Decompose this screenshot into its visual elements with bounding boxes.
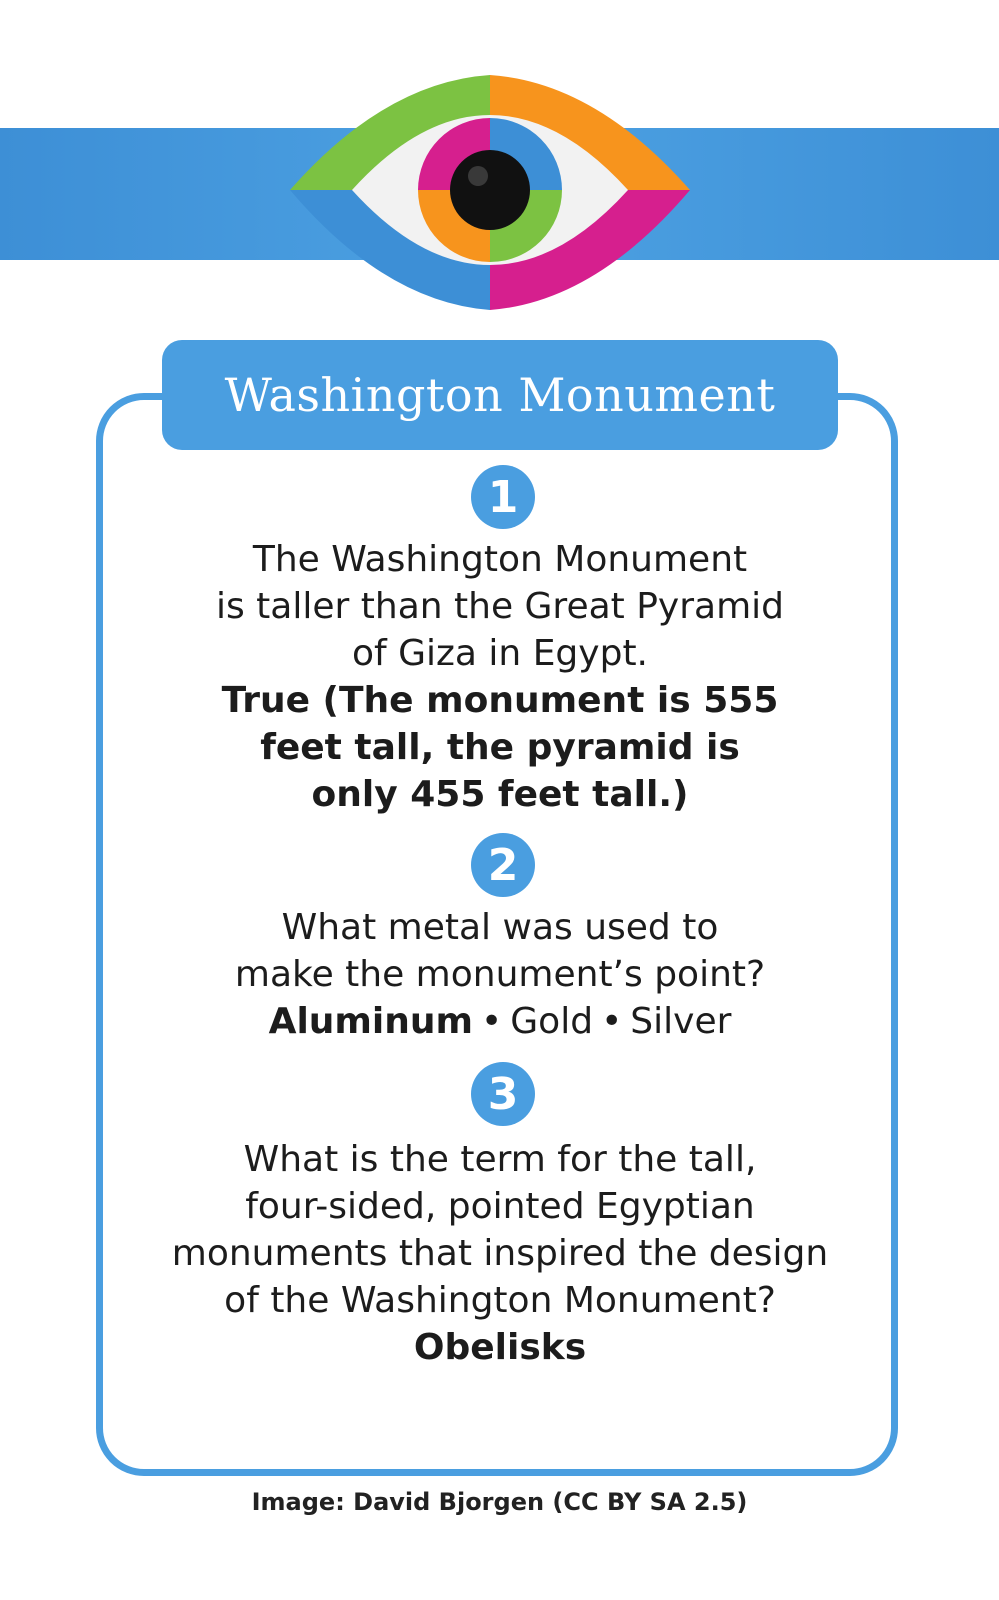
card-title: Washington Monument: [224, 368, 776, 422]
question-3-line-3: monuments that inspired the design: [171, 1233, 829, 1274]
question-1-line-1: The Washington Monument: [252, 539, 748, 580]
answer-1-line-1: True (The monument is 555: [221, 680, 779, 721]
option-gold: Gold: [510, 1001, 594, 1042]
option-separator: •: [481, 1001, 503, 1042]
rainbow-eye-icon: [290, 70, 710, 320]
answer-3: Obelisks: [413, 1327, 587, 1368]
question-2-line-1: What metal was used to: [281, 907, 719, 948]
option-aluminum: Aluminum: [268, 1001, 474, 1042]
question-number-3: 3: [471, 1062, 535, 1126]
option-separator: •: [601, 1001, 623, 1042]
answer-1-line-3: only 455 feet tall.): [311, 774, 689, 815]
question-number-1: 1: [471, 465, 535, 529]
image-credit: Image: David Bjorgen (CC BY SA 2.5): [251, 1488, 748, 1516]
question-3-line-2: four-sided, pointed Egyptian: [245, 1186, 755, 1227]
question-number-2: 2: [471, 833, 535, 897]
question-2-line-2: make the monument’s point?: [234, 954, 766, 995]
question-3: [120, 1136, 880, 1371]
answer-1: [120, 677, 880, 818]
answer-options: [120, 998, 880, 1045]
question-1-line-3: of Giza in Egypt.: [351, 633, 648, 674]
question-3-line-1: What is the term for the tall,: [243, 1139, 757, 1180]
question-1: [120, 536, 880, 818]
title-bar: [162, 340, 838, 450]
answer-1-line-2: feet tall, the pyramid is: [260, 727, 740, 768]
question-2: [120, 904, 880, 1045]
option-silver: Silver: [630, 1001, 732, 1042]
question-1-line-2: is taller than the Great Pyramid: [215, 586, 785, 627]
question-3-line-4: of the Washington Monument?: [224, 1280, 776, 1321]
